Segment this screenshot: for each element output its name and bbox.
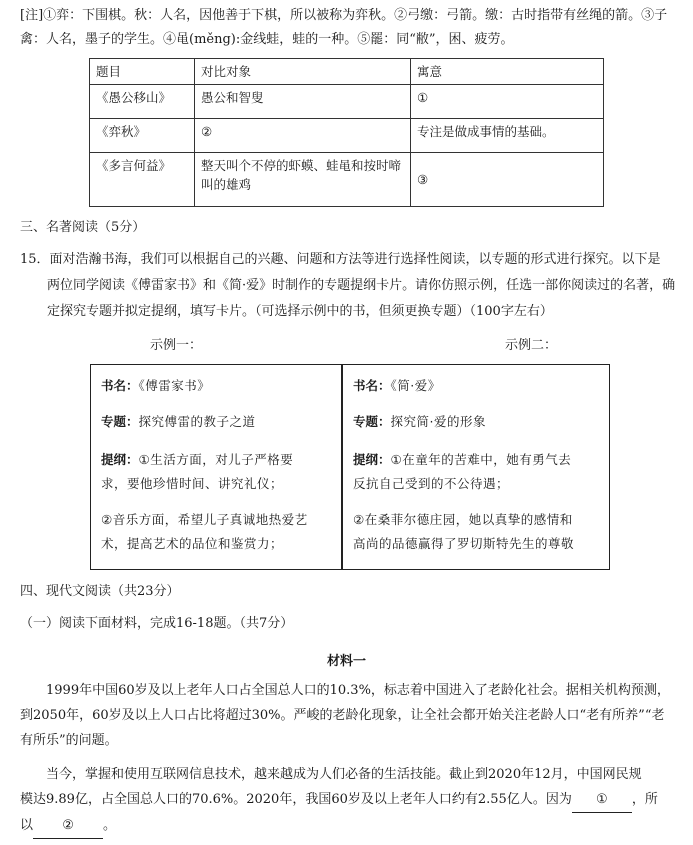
material-title: 材料一 bbox=[326, 654, 366, 669]
table-cell: 《弈秋》 bbox=[90, 119, 195, 153]
example1-label: 示例一： bbox=[150, 338, 203, 353]
card-topic-row bbox=[101, 409, 333, 434]
question-15-line2: 两位同学阅读《傅雷家书》和《简·爱》时制作的专题提纲卡片。请你仿照示例，任选一部你阅读过的名著，确 bbox=[47, 278, 676, 293]
paragraph-text: 模达9.89亿，占全国总人口的70.6%。2020年，我国60岁及以上老年人口约有2.55亿人。因为 bbox=[20, 792, 572, 807]
section-heading-modern-reading: 四、现代文阅读（共23分） bbox=[20, 584, 180, 599]
question-15-line1: 15．面对浩瀚书海，我们可以根据自己的兴趣、问题和方法等进行选择性阅读，以专题的形式进行探究。以下是 bbox=[20, 252, 661, 267]
table-cell: ③ bbox=[411, 153, 604, 207]
topic-label: 专题： bbox=[101, 414, 139, 429]
example2-card bbox=[342, 364, 610, 570]
outline-text: ②在桑菲尔德庄园，她以真挚的感情和 bbox=[353, 512, 573, 527]
book-label: 书名： bbox=[101, 378, 139, 393]
annotation-note-line2: 禽：人名，墨子的学生。④黾(měng):金线蛙，蛙的一种。⑤罷：同“敝”，困、疲劳。 bbox=[20, 32, 514, 47]
question-15-line3: 定探究专题并拟定提纲，填写卡片。（可选择示例中的书，但须更换专题）（100字左右） bbox=[47, 304, 553, 319]
topic-label: 专题： bbox=[353, 414, 391, 429]
book-label: 书名： bbox=[353, 378, 391, 393]
paragraph-text: 以 bbox=[20, 818, 34, 833]
material-paragraph-1 bbox=[20, 678, 675, 753]
outline-text: ①生活方面，对儿子严格要 bbox=[138, 452, 294, 467]
table-cell: 愚公和智叟 bbox=[195, 85, 411, 119]
table-cell: 整天叫个不停的虾蟆、蛙黾和按时啼叫的雄鸡 bbox=[195, 153, 411, 207]
table-cell: ① bbox=[411, 85, 604, 119]
topic-text: 探究傅雷的教子之道 bbox=[138, 414, 256, 429]
fill-blank-1[interactable]: ① bbox=[572, 787, 632, 813]
subsection-heading: （一）阅读下面材料，完成16-18题。（共7分） bbox=[20, 616, 294, 631]
outline-label: 提纲： bbox=[353, 452, 391, 467]
table-row bbox=[90, 119, 604, 153]
paragraph-line bbox=[20, 787, 675, 813]
outline-text: 反抗自己受到的不公待遇； bbox=[353, 476, 510, 491]
book-title: 《简·爱》 bbox=[390, 378, 441, 393]
topic-text: 探究简·爱的形象 bbox=[390, 414, 486, 429]
table-cell: 专注是做成事情的基础。 bbox=[411, 119, 604, 153]
card-book-row bbox=[101, 373, 333, 398]
table-cell: 《多言何益》 bbox=[90, 153, 195, 207]
paragraph-text: ，所 bbox=[631, 792, 658, 807]
table-row bbox=[90, 85, 604, 119]
card-topic-row bbox=[353, 409, 601, 434]
table-header: 寓意 bbox=[411, 59, 604, 85]
table-cell: 《愚公移山》 bbox=[90, 85, 195, 119]
paragraph-line: 有所乐”的问题。 bbox=[20, 733, 118, 748]
outline-text: ②音乐方面，希望儿子真诚地热爱艺 bbox=[101, 512, 308, 527]
paragraph-line: 当今，掌握和使用互联网信息技术，越来越成为人们必备的生活技能。截止到2020年12月，中国网民规 bbox=[46, 767, 642, 782]
card-book-row bbox=[353, 373, 601, 398]
outline-label: 提纲： bbox=[101, 452, 139, 467]
paragraph-line: 1999年中国60岁及以上老年人口占全国总人口的10.3%，标志着中国进入了老龄化社会。据相关机构预测， bbox=[46, 683, 670, 698]
outline-text: ①在童年的苦难中，她有勇气去 bbox=[390, 452, 572, 467]
card-outline-row bbox=[353, 447, 601, 472]
book-title: 《傅雷家书》 bbox=[138, 378, 211, 393]
outline-text: 术，提高艺术的品位和鉴赏力； bbox=[101, 536, 284, 551]
material-paragraph-2 bbox=[20, 762, 675, 839]
section-heading-classics: 三、名著阅读（5分） bbox=[20, 220, 146, 235]
example1-card bbox=[90, 364, 342, 570]
table-header-row bbox=[90, 59, 604, 85]
outline-text: 高尚的品德赢得了罗切斯特先生的尊敬 bbox=[353, 536, 575, 551]
table-header: 对比对象 bbox=[195, 59, 411, 85]
comparison-table bbox=[89, 58, 604, 207]
table-cell: ② bbox=[195, 119, 411, 153]
table-header: 题目 bbox=[90, 59, 195, 85]
table-row bbox=[90, 153, 604, 207]
fill-blank-2[interactable]: ② bbox=[33, 813, 103, 839]
paragraph-line bbox=[20, 813, 675, 839]
paragraph-text: 。 bbox=[103, 818, 117, 833]
paragraph-line: 到2050年，60岁及以上人口占比将超过30%。严峻的老龄化现象，让全社会都开始关注老龄人口“老有所养”“老 bbox=[20, 708, 665, 723]
example2-label: 示例二： bbox=[505, 338, 558, 353]
outline-text: 求，要他珍惜时间、讲究礼仪； bbox=[101, 476, 284, 491]
annotation-note-line1: [注]①弈：下围棋。秋：人名，因他善于下棋，所以被称为弈秋。②弓缴：弓箭。缴：古时指带有丝绳的箭。③子 bbox=[20, 8, 668, 23]
card-outline-row bbox=[101, 447, 333, 472]
